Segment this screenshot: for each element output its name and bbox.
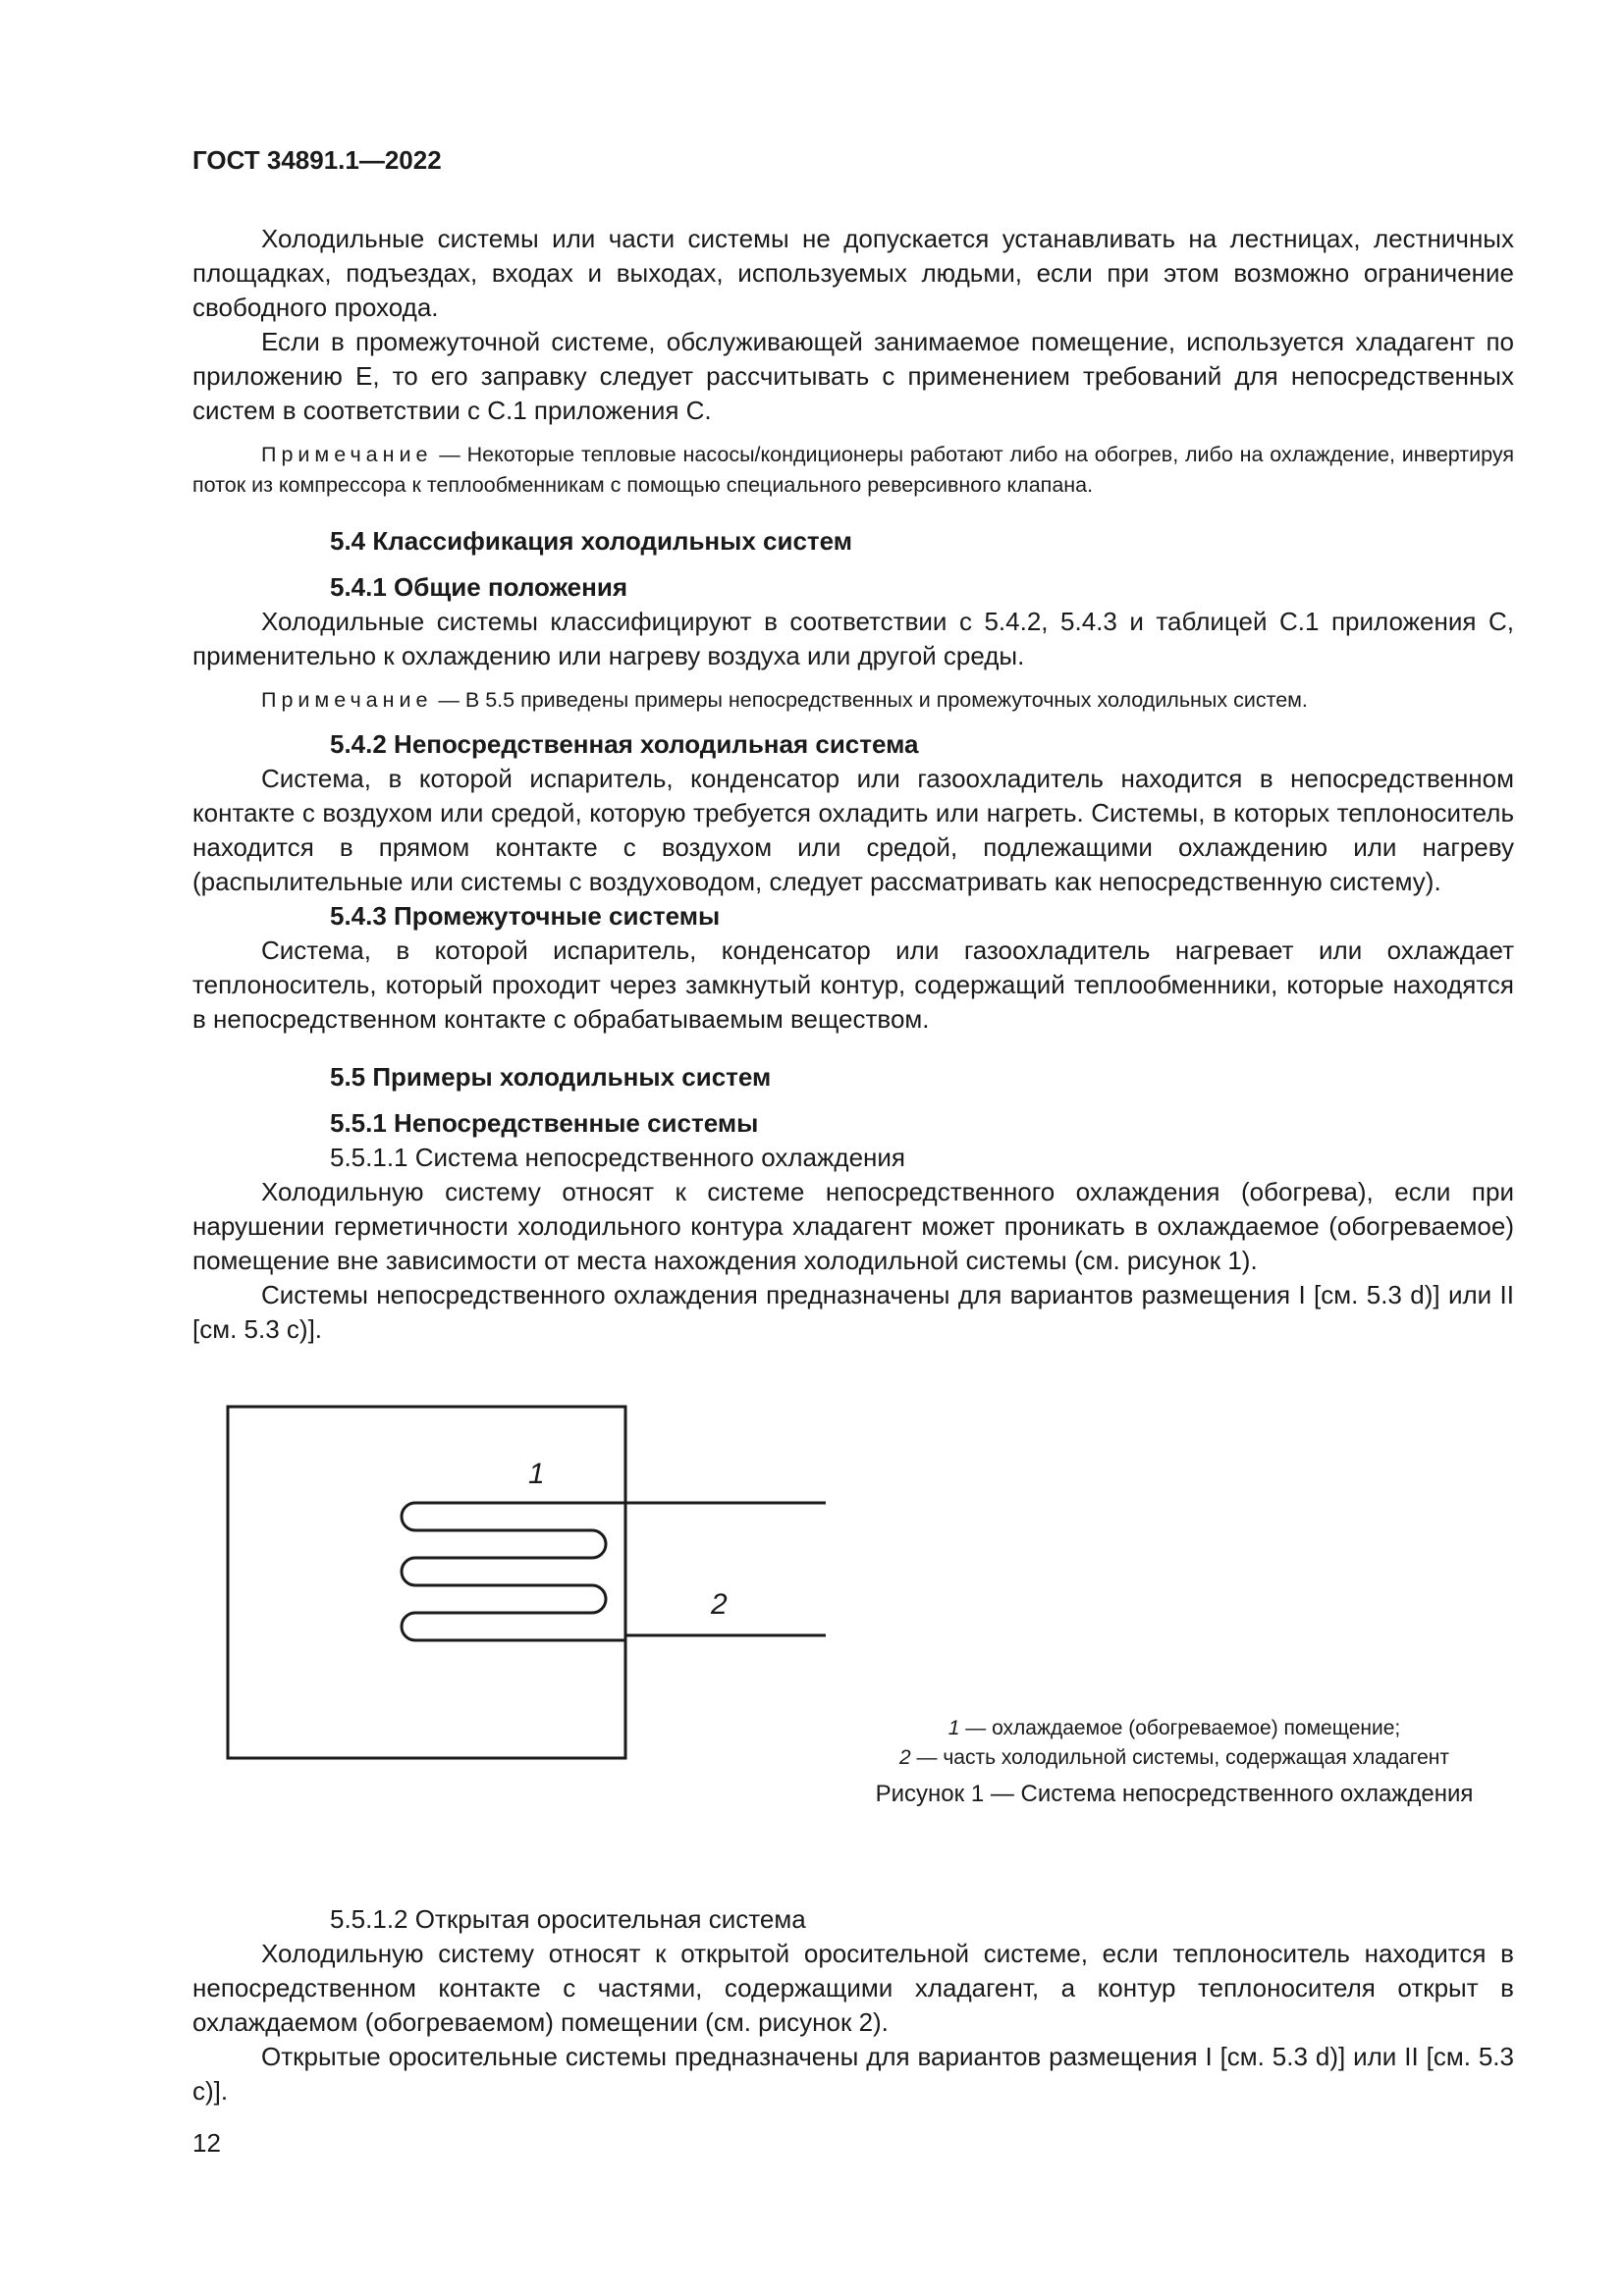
page-number: 12 <box>192 2128 221 2158</box>
figure-label-1: 1 <box>528 1458 545 1490</box>
room-outline <box>228 1407 625 1758</box>
section-heading: 5.5 Примеры холодильных систем <box>330 1062 772 1092</box>
paragraph: Если в промежуточной системе, обслуживающей занимаемое помещение, используется хладагент по приложению Е, то его заправку следует рассчитывать с применением требований для непосредственных систем в соответствии с С.1 приложения С. <box>192 327 1514 425</box>
paragraph: Холодильные системы классифицируют в соответствии с 5.4.2, 5.4.3 и таблицей С.1 приложения С, применительно к охлаждению или нагреву воздуха или другой среды. <box>192 607 1514 670</box>
figure-label-2: 2 <box>711 1588 728 1621</box>
note-label: Примечание <box>261 688 433 712</box>
standard-header: ГОСТ 34891.1—2022 <box>192 145 442 175</box>
paragraph: Система, в которой испаритель, конденсатор или газоохладитель находится в непосредственном контакте с воздухом или средой, которую требуется охладить или нагреть. Системы, в которых теплоноситель находится в прямом контакте с воздухом или средой, подлежащими охлаждению или нагреву (распылительные или системы с воздуховодом, следует рассматривать как непосредственную систему). <box>192 764 1514 896</box>
note <box>192 685 1514 716</box>
paragraph: Система, в которой испаритель, конденсатор или газоохладитель нагревает или охлаждает теплоноситель, который проходит через замкнутый контур, содержащий теплообменники, которые находятся в непосредственном контакте с обрабатываемым веществом. <box>192 935 1514 1034</box>
subsection-heading: 5.4.3 Промежуточные системы <box>330 901 721 931</box>
note <box>192 440 1514 501</box>
figure-legend <box>840 1714 1508 1773</box>
document-body <box>192 222 1514 2109</box>
paragraph: Холодильную систему относят к открытой оросительной системе, если теплоноситель находится в непосредственном контакте с частями, содержащими хладагент, а контур теплоносителя открыт в охлаждаемом (обогреваемом) помещении (см. рисунок 2). <box>192 1939 1514 2037</box>
coil-heat-exchanger <box>402 1503 625 1640</box>
subsection-heading: 5.4.2 Непосредственная холодильная система <box>330 729 919 759</box>
subsection-heading: 5.4.1 Общие положения <box>330 572 627 602</box>
note-text: — В 5.5 приведены примеры непосредственных и промежуточных холодильных систем. <box>432 688 1308 712</box>
note-label: Примечание <box>261 443 433 466</box>
paragraph: Холодильные системы или части системы не допускается устанавливать на лестницах, лестничных площадках, подъездах, входах и выходах, используемых людьми, если при этом возможно ограничение свободного прохода. <box>192 224 1514 322</box>
section-heading: 5.4 Классификация холодильных систем <box>330 526 853 556</box>
figure-caption: Рисунок 1 — Система непосредственного охлаждения <box>875 1781 1474 1807</box>
paragraph: Системы непосредственного охлаждения предназначены для вариантов размещения I [см. 5.3 d)] или II [см. 5.3 с)]. <box>192 1280 1514 1344</box>
legend-item: 2 — часть холодильной системы, содержащая хладагент <box>899 1746 1449 1769</box>
note-text: — Некоторые тепловые насосы/кондиционеры работают либо на обогрев, либо на охлаждение, инвертируя поток из компрессора к теплообменникам с помощью специального реверсивного клапана. <box>192 443 1514 497</box>
paragraph: Холодильную систему относят к системе непосредственного охлаждения (обогрева), если при нарушении герметичности холодильного контура хладагент может проникать в охлаждаемое (обогреваемое) помещение вне зависимости от места нахождения холодильной системы (см. рисунок 1). <box>192 1177 1514 1275</box>
paragraph: Открытые оросительные системы предназначены для вариантов размещения I [см. 5.3 d)] или II [см. 5.3 с)]. <box>192 2042 1514 2106</box>
figure-1 <box>192 1392 1514 1902</box>
direct-cooling-diagram <box>192 1392 1514 1765</box>
clause-heading: 5.5.1.2 Открытая оросительная система <box>330 1904 806 1934</box>
legend-item: 1 — охлаждаемое (обогреваемое) помещение; <box>947 1717 1401 1739</box>
clause-heading: 5.5.1.1 Система непосредственного охлаждения <box>330 1143 905 1172</box>
subsection-heading: 5.5.1 Непосредственные системы <box>330 1108 759 1138</box>
